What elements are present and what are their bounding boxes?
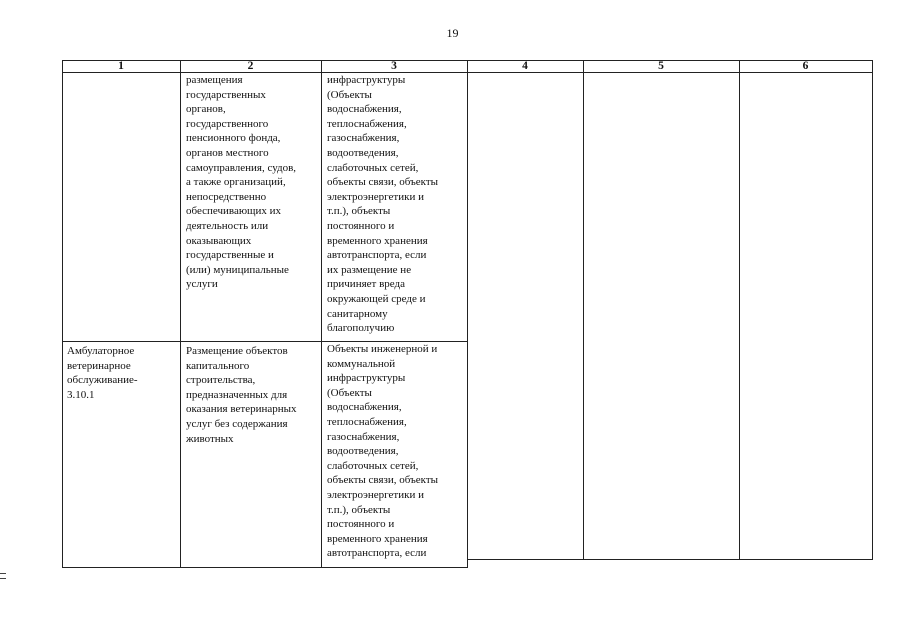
regulations-table <box>62 60 873 568</box>
column-divider-4 <box>583 60 584 560</box>
table-bottom-border-right <box>467 559 873 560</box>
column-divider-5 <box>739 60 740 560</box>
column-header-4: 4 <box>522 60 528 72</box>
column-divider-3 <box>467 60 468 568</box>
margin-mark <box>0 573 6 574</box>
table-right-border <box>872 60 873 560</box>
table-bottom-border <box>62 567 467 568</box>
column-header-5: 5 <box>658 60 664 72</box>
table-row-2-col1: Амбулаторное ветеринарное обслуживание- 3.10.1 <box>67 345 138 401</box>
margin-mark <box>0 578 6 579</box>
table-row-1-col2: размещения государственных органов, государственного пенсионного фонда, органов местного самоуправления, судов, а также организаций, непосредственно обеспечивающих их деятельность или оказывающих государственные и (или) муниципальные услуги <box>186 74 297 291</box>
column-divider-2 <box>321 60 322 568</box>
column-header-6: 6 <box>802 60 809 72</box>
column-header-2: 2 <box>247 60 254 72</box>
column-header-3: 3 <box>391 60 397 72</box>
table-row-1-col3: инфраструктуры (Объекты водоснабжения, теплоснабжения, газоснабжения, водоотведения, слаботочных сетей, объекты связи, объекты электроэнергетики и т.п.), объекты постоянного и временного хранения автотранспорта, если их размещение не причиняет вреда окружающей среде и санитарному благополучию <box>327 74 439 335</box>
table-row-2-col3: Объекты инженерной и коммунальной инфраструктуры (Объекты водоснабжения, теплоснабжения, газоснабжения, водоотведения, слаботочных сетей, объекты связи, объекты электроэнергетики и т.п.), объекты постоянного и временного хранения автотранспорта, если <box>327 343 439 560</box>
table-left-border <box>62 60 63 568</box>
page-number: 19 <box>446 26 459 40</box>
table-row-2-col2: Размещение объектов капитального строительства, предназначенных для оказания ветеринарных услуг без содержания животных <box>186 345 297 445</box>
table-row-1-col1 <box>66 73 178 339</box>
column-header-1: 1 <box>118 60 124 72</box>
column-divider-1 <box>180 60 181 568</box>
